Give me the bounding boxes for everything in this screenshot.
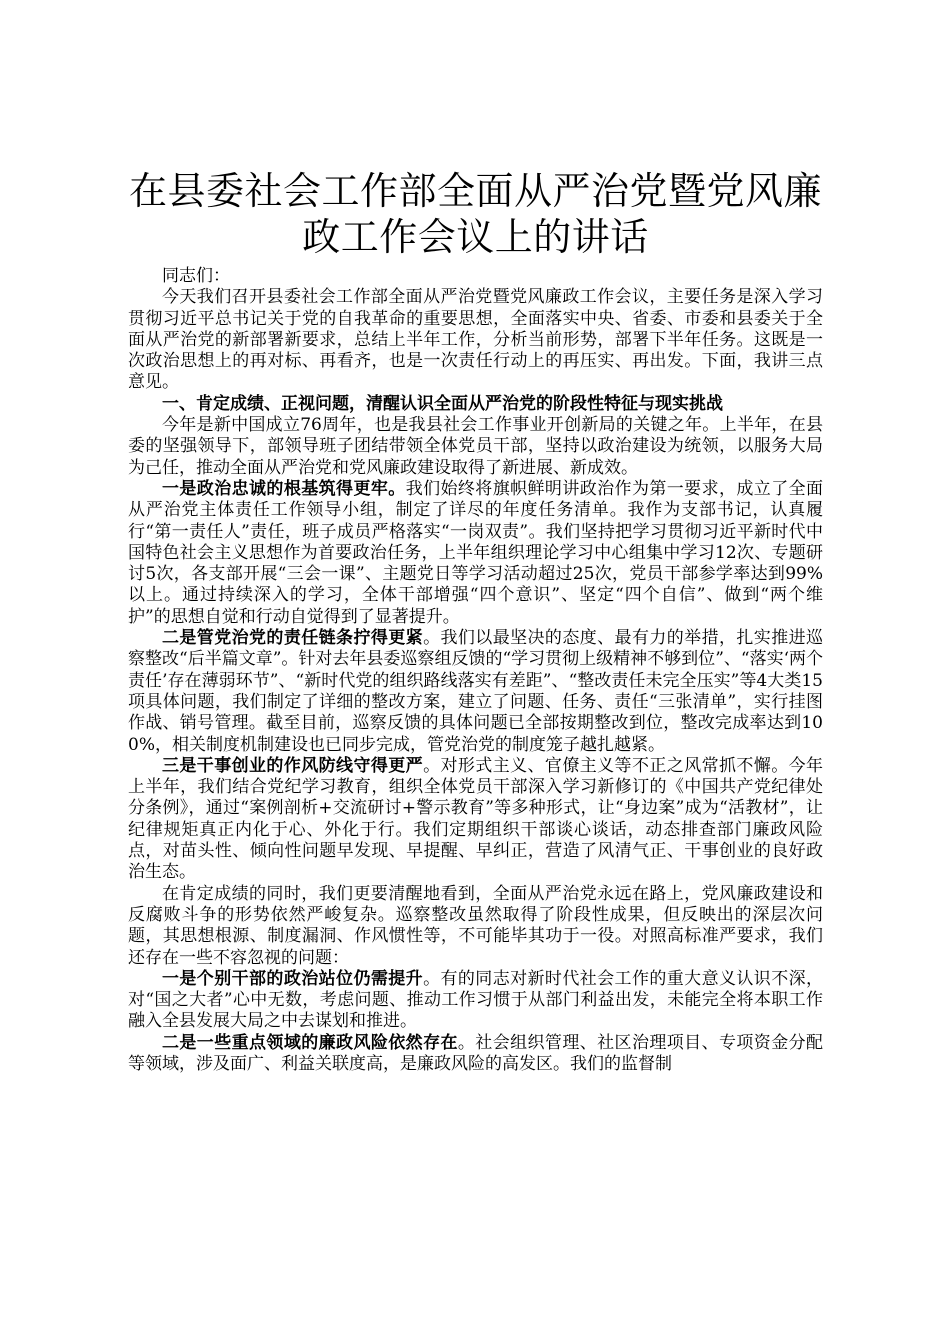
- point-2-lead: 二是管党治党的责任链条拧得更紧: [162, 628, 424, 649]
- problem-2-lead: 二是一些重点领域的廉政风险依然存在: [162, 1032, 458, 1053]
- problem-1-paragraph: [128, 969, 823, 1033]
- salutation: 同志们：: [162, 266, 230, 286]
- document-title: 在县委社会工作部全面从严治党暨党风廉政工作会议上的讲话: [128, 169, 822, 259]
- intro-paragraph: 今天我们召开县委社会工作部全面从严治党暨党风廉政工作会议，主要任务是深入学习贯彻习近平总书记关于党的自我革命的重要思想，全面落实中央、省委、市委和县委关于全面从严治党的新部署新要求，总结上半年工作，分析当前形势，部署下半年任务。这既是一次政治思想上的再对标、再看齐，也是一次责任行动上的再压实、再出发。下面，我讲三点意见。: [128, 287, 823, 393]
- point-3-body: 。对形式主义、官僚主义等不正之风常抓不懈。今年上半年，我们结合党纪学习教育，组织全体党员干部深入学习新修订的《中国共产党纪律处分条例》，通过“案例剖析+交流研讨+警示教育”等多种形式，让“身边案”成为“活教材”，让纪律规矩真正内化于心、外化于行。我们定期组织干部谈心谈话，动态排查部门廉政风险点，对苗头性、倾向性问题早发现、早提醒、早纠正，营造了风清气正、干事创业的良好政治生态。: [128, 755, 824, 883]
- point-1-paragraph: [128, 479, 823, 628]
- point-3-lead: 三是干事创业的作风防线守得更严: [162, 755, 424, 776]
- problems-intro-paragraph: 在肯定成绩的同时，我们更要清醒地看到，全面从严治党永远在路上，党风廉政建设和反腐败斗争的形势依然严峻复杂。巡察整改虽然取得了阶段性成果，但反映出的深层次问题，其思想根源、制度漏洞、作风惯性等，不可能毕其功于一役。对照高标准严要求，我们还存在一些不容忽视的问题：: [128, 883, 823, 968]
- point-1-lead: 一是政治忠诚的根基筑得更牢。: [162, 478, 406, 499]
- point-2-paragraph: [128, 628, 823, 756]
- problem-1-body: 。有的同志对新时代社会工作的重大意义认识不深，对“国之大者”心中无数，考虑问题、推动工作习惯于从部门利益出发，未能完全将本职工作融入全县发展大局之中去谋划和推进。: [128, 968, 824, 1032]
- section-heading-1: 一、肯定成绩、正视问题，清醒认识全面从严治党的阶段性特征与现实挑战: [162, 393, 723, 414]
- problem-2-paragraph: [128, 1033, 823, 1076]
- point-3-paragraph: [128, 756, 823, 884]
- section1-intro-paragraph: 今年是新中国成立76周年，也是我县社会工作事业开创新局的关键之年。上半年，在县委的坚强领导下，部领导班子团结带领全体党员干部，坚持以政治建设为统领，以服务大局为己任，推动全面从严治党和党风廉政建设取得了新进展、新成效。: [128, 415, 823, 478]
- point-1-body: 我们始终将旗帜鲜明讲政治作为第一要求，成立了全面从严治党主体责任工作领导小组，制定了详尽的年度任务清单。我作为支部书记，认真履行“第一责任人”责任，班子成员严格落实“一岗双责”。我们坚持把学习贯彻习近平新时代中国特色社会主义思想作为首要政治任务，上半年组织理论学习中心组集中学习12次、专题研讨5次，各支部开展“三会一课”、主题党日等学习活动超过25次，党员干部参学率达到99%以上。通过持续深入的学习，全体干部增强“四个意识”、坚定“四个自信”、做到“两个维护”的思想自觉和行动自觉得到了显著提升。: [128, 478, 824, 627]
- document-page: [128, 168, 823, 1075]
- problem-2-body: 。社会组织管理、社区治理项目、专项资金分配等领域，涉及面广、利益关联度高，是廉政风险的高发区。我们的监督制: [128, 1032, 824, 1074]
- problem-1-lead: 一是个别干部的政治站位仍需提升: [162, 968, 424, 989]
- point-2-body: 。我们以最坚决的态度、最有力的举措，扎实推进巡察整改“后半篇文章”。针对去年县委巡察组反馈的“学习贯彻上级精神不够到位”、“落实‘两个责任’存在薄弱环节”、“新时代党的组织路线落实有差距”、“整改责任未完全压实”等4大类15项具体问题，我们制定了详细的整改方案，建立了问题、任务、责任“三张清单”，实行挂图作战、销号管理。截至目前，巡察反馈的具体问题已全部按期整改到位，整改完成率达到100%，相关制度机制建设也已同步完成，管党治党的制度笼子越扎越紧。: [128, 628, 824, 755]
